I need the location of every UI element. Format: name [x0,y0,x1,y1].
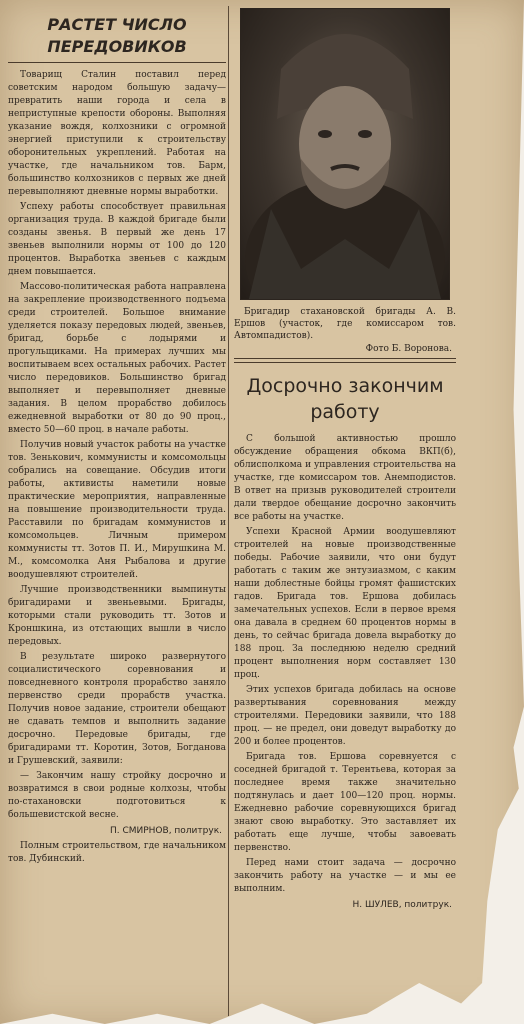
article-left-paragraph: Получив новый участок работы на участке тов. Зенькович, коммунисты и комсомольцы собрались на совещание. Обсудив итоги работы, активисты наметили новые практические мероприятия, направленные на повышение производительности труда. Расставили по бригадам коммунистов и комсомольцев. Личным примером коммунисты тт. Зотов П. И., Мирушкина М. М., комсомолка Аня Рыбалова и другие воодушевляют строителей. [8,440,226,580]
article-left-paragraph: Полным строительством, где начальником тов. Дубинский. [8,841,226,864]
portrait-image [241,9,449,299]
article-left-title-line1: РАСТЕТ ЧИСЛО [47,15,187,34]
article-left-paragraph: — Закончим нашу стройку досрочно и возвратимся в свои родные колхозы, чтобы по-стахановски подготовиться к большевистской весне. [8,771,226,820]
article-right-paragraph: С большой активностью прошло обсуждение обращения обкома ВКП(б), облисполкома и управления строительства на участке, где комиссаром тов. Анемподистов. В ответ на призыв руководителей строители дали твердое обещание досрочно закончить все работы на участке. [234,434,456,522]
article-left-signature: П. СМИРНОВ, политрук. [109,826,222,836]
article-left-paragraph: В результате широко развернутого социалистического соревнования и повседневного контроля прорабство заняло первенство среди прорабств участка. Получив новое задание, строители обещают не сдавать темпов и выполнить задание досрочно. Передовые бригады, где бригадирами тт. Коротин, Зотов, Богданова и Грушевский, заявили: [8,652,226,766]
article-left-paragraph: Успеху работы способствует правильная организация труда. В каждой бригаде были созданы звенья. В первый же день 17 звеньев выполнили нормы от 100 до 120 процентов. Выработка звеньев с каждым днем повышается. [8,202,226,277]
article-left [8,6,226,1016]
portrait-photo [240,8,450,300]
article-right-paragraph: Этих успехов бригада добилась на основе развертывания соревнования между строителями. Передовики заявили, что 188 проц. — не предел, они доведут выработку до 200 и более процентов. [234,685,456,747]
section-divider [234,358,456,363]
column-divider [228,6,229,1016]
article-left-paragraph: Товарищ Сталин поставил перед советским народом большую задачу—превратить наши города и села в неприступные крепости обороны. Выполняя указание вождя, колхозники с огромной энергией приступили к строительству оборонительных укреплений. Работая на участке, где начальником тов. Барм, большинство колхозников с первых же дней перевыполняют дневные нормы выработки. [8,70,226,197]
article-right-paragraph: Бригада тов. Ершова соревнуется с соседней бригадой т. Терентьева, которая за последнее время также значительно подтянулась и дает 100—120 проц. нормы. Ежедневно рабочие соревнующихся бригад знают свою выработку. Это заставляет их работать еще лучше, чтобы завоевать первенство. [234,752,456,853]
article-left-paragraph: Лучшие производственники вымпинуты бригадирами и звеньевыми. Бригады, которыми стали руководить тт. Зотов и Кроншкина, из отстающих вышли в число передовых. [8,585,226,647]
article-left-header [8,14,226,63]
article-left-title-line2: ПЕРЕДОВИКОВ [47,37,187,56]
article-right-paragraph: Успехи Красной Армии воодушевляют строителей на новые производственные победы. Рабочие заявили, что они будут работать с таким же энтузиазмом, с каким наши доблестные бойцы громят фашистских гадов. Бригада тов. Ершова добилась замечательных успехов. Если в первое время она давала в среднем 60 процентов нормы в день, то сейчас бригада довела выработку до 188 проц. За последнюю неделю средний процент выполнения норм составляет 130 проц. [234,527,456,680]
article-right-title: Досрочно закончим работу [246,375,444,423]
photo-credit: Фото Б. Воронова. [365,344,452,354]
article-left-paragraph: Массово-политическая работа направлена на закрепление производственного подъема среди строителей. Большое внимание уделяется показу передовых людей, звеньев, бригад, борьбе с лодырями и прогульщиками. На примерах лучших мы воспитываем всех остальных рабочих. Растет число передовиков. Большинство бригад выполняет и перевыполняет дневные задания. В целом прорабство добилось ежедневной выработки от 80 до 90 проц., вместо 50—60 проц. в начале работы. [8,282,226,435]
article-right-signature: Н. ШУЛЕВ, политрук. [352,900,452,910]
article-right-paragraph: Перед нами стоит задача — досрочно закончить работу на участке — и мы ее выполним. [234,858,456,894]
photo-caption: Бригадир стахановской бригады А. В. Ершов (участок, где комиссаром тов. Автомпадистов). [234,307,456,341]
article-right-column [234,6,456,1016]
